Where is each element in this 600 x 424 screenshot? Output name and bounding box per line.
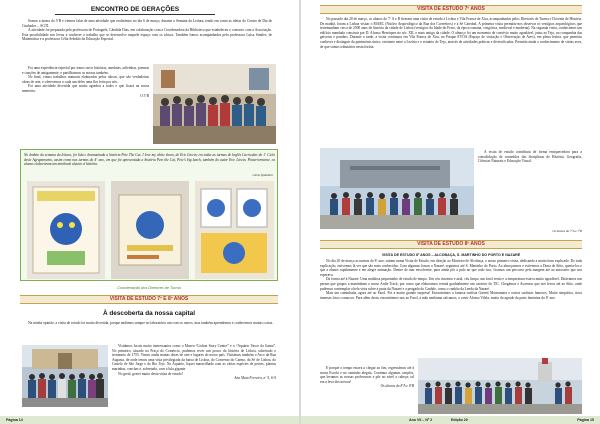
right-page <box>300 0 600 424</box>
right-footer <box>301 416 600 424</box>
box-text: No âmbito da semana da leitura, foi lida e dramatizada a história Pete The Cat, I love my white shoes, de Eric Litwin, em todas as turmas de Inglês Curricular do 1º Ciclo deste Agrupamento, assim como nas turmas do 4º ano, em que foi apresentada a história Pete the Cat, Pete's big lunch, também do autor Eric Litwin. Posteriormente, os alunos elaboraram um minibook alusivo à história. <box>24 153 275 167</box>
generations-text <box>22 66 149 98</box>
signature: Ana Maia Ferreira, nº 5, 6ºA <box>234 376 276 381</box>
left-footer <box>0 416 299 424</box>
study-visit-7-8-bar: VISITA DE ESTUDO 7º E 8º ANOS <box>20 295 278 304</box>
visit-7-signature: Os alunos do 7ºA e 7ºB <box>552 229 582 233</box>
paragraph: A atividade foi preparada pela professora de Português, Cândida Dias, em colaboração com a Coordenadora da Biblioteca que estabeleceu o contacto com a Associação. Esta possibilidade nos levou a conhecer o trabalho que se desenvolve naquele espaço com os idosos. Também fomos acompanhados pela professora Luísa Simões, de Matemática e a professora Célia Sebolão da Educação Especial. <box>22 28 272 42</box>
reading-week-box <box>20 149 278 281</box>
elderly-group-photo <box>153 64 276 144</box>
study-visit-7-bar: VISITA DE ESTUDO 7º ANOS <box>320 5 582 14</box>
page-number: Página 15 <box>577 418 594 422</box>
issue-year: Ano VII – Nº 2 <box>409 418 433 422</box>
visit-8-text-top <box>320 259 582 300</box>
visit-7-text-top <box>320 17 582 49</box>
intro-text <box>22 19 272 42</box>
capital-visit-intro <box>22 321 276 326</box>
box-signature: Carla Quintéiro <box>252 173 273 177</box>
visit-8-subtitle: VISITA DE ESTUDO 8º ANOS – ALCOBAÇA, S. MARTINHO DO PORTO E NAZARÉ <box>381 253 521 257</box>
paragraph: Da forma até à Nazaré. Uma maldosa pequeninho de estudo de tempo. Um céu cinzento e azul, céu limpo, um farol vento e a temperatura estava muito agradável. Ditávamos nas pernas que grupos a mantinham o nosso Ardie Track, por como que elaboramos retratá gradualmente um carácter do TIC. Chegámos e Ascensor que nos levou até ao Sítio, onde pudemos contemplar a bela vista sobre a praia da Nazaré e a peugada do Canhão, como o canhão da Lenda da Nazaré. <box>320 277 582 291</box>
paragraph: No dia 20 de março as turmas do 8º ano, saíram numa Visita de Estudo, em direção ao Mosteiro de Alcobaça, o nosso primeiro visita, dedicando a muito bom explicado. De toda explicação, estivemos lá ver que são mais conhecidas. Com algumas fomos a Nazaré, seguimos até S. Martinho do Porto. Ao almoçarmos e estivemos a Dona de Sítio, queria-los e que a alunos rapidamente e em alegre animação. Dentre de mar envolvente, para ainda pôr a pulo no que tudo isso, ficamos um percurso pela margem até ao autocarro que nos esperava. <box>320 259 582 277</box>
vila-franca-group-photo <box>320 148 474 229</box>
paragraph: No passado dia 20 de março, os alunos do 7º A e B fizeram uma visita de estudo a Lisboa e Vila Franca de Xira, acompanhados pelos Diretores de Turma e Docente de História. De manhã, foram a Lisboa visitar o MARC (Núcleo Arqueológico da Rua dos Correeiros) e a Sé Catedral. A primeira visita permitiu-nos observar os vestígios arqueológicos que testemunham cerca de 2500 anos de história da cidade de Lisboa (vestígios da Idade do Ferro, da época romana, visigótica, medieval e moderna). Na segunda visita, conhecemos um edifício mandado construir por D. Afonso Henriques no séc. XII, o mais antigo da cidade. O almoço foi um momento de convívio muito agradável, junto ao Tejo, na companhia das gaivotas e pombos. Durante a tarde, a visita continuou em Vila Franca de Xira, no Parque EVOA (Espaço de visitação e Observação de Aves), em plena lezíria, que permitiu conhecer e distinguir do património único, existente entre a Lezíria e o estuário do Tejo, através de atividades práticas e diversificadas. Permitiu ainda o conhecimento de várias aves, de que somos tributários nesta lezíria. <box>320 17 582 49</box>
visit-7-text-side <box>478 150 582 164</box>
capital-visit-title: À descoberta da nossa capital <box>103 310 195 317</box>
issue-edition: Edição 20 <box>451 418 468 422</box>
paragraph: A visita de estudo contribuiu de forma enriquecedora para a consolidação de conteúdos das disciplinas de História, Geografia, Ciências Naturais e Educação Visual. <box>478 150 582 164</box>
pete-cat-poster-photo <box>27 181 105 279</box>
paragraph: Somos a turma do 5ºB e viemos falar de uma atividade que realizámos no dia 6 de março, durante a Semana da Leitura, tendo em conta as ideias do Centro de Dia de Cunhados – AGTI. <box>22 19 272 28</box>
paragraph: No final, vimos trabalhos manuais elaborados pelos idosos, que são verdadeiras obras de arte, e oferecemos a cada um deles uma flor feita por nós. <box>22 75 149 84</box>
nazare-group-photo <box>418 358 582 414</box>
page-number: Página 14 <box>6 418 23 422</box>
paragraph: Mais um caminhada, agora até ao Farol. Foi a maior grande surpresa! Encontrámos a famosa surfista Garrett Macnamara e outros surfistas famosos. Muito simpático, tirou imensas fotos connosco. Para além desta, encontrámos-nos ao Farol, à mão nenhuma calcamos, o ouvir Alonso Vilela, muito do agrado da parte feminina do 8º ano. <box>320 291 582 300</box>
paragraph: E porque o tempo estava a chegar ao fim, regressámos até à nossa Escola e no caminho alegria. Continuo algumas canções, que levamos as nossas professoras e pôr no nível a cabeça; tal era a leva dos nossos! <box>320 366 414 384</box>
cat-drawings-photo <box>195 181 274 279</box>
paragraph: Foi uma atividade divertida que muito agradou a todos e que ficará na nossa memória. <box>22 84 149 93</box>
capital-visit-text <box>112 344 276 381</box>
paragraph: Foi uma experiência especial por irmos ouvir histórias, anedotas, adivinhas, poemas e canções de antigamente, e partilharmos as nossas também. <box>22 66 149 75</box>
visit-8-text-bottom <box>320 366 414 389</box>
left-page-title: ENCONTRO DE GERAÇÕES <box>55 6 215 15</box>
coordination-line: Coordenação dos Diretores de Turma <box>117 286 181 290</box>
paragraph: Na minha opinião, a visita de estudo foi muito divertida, porque andámos sempre no laboratório um com os outros, mas também aprendemos e conhecemos muitas coisas. <box>28 321 274 325</box>
minibook-photo <box>111 181 189 279</box>
paragraph: No geral, gostei muito desta visita de estudo! <box>118 371 183 376</box>
lisbon-group-photo <box>22 345 108 407</box>
signature: Os alunos do 8ºA e 8ºB <box>380 384 414 389</box>
signature: O 5ºB <box>140 93 149 98</box>
paragraph: Visitámos locais muito interessantes como o Museu “Lisbon Story Centre” e o “Aquário Vasco da Gama”. No primeiro, situado na Praça do Comércio, pudemos rever um pouco da história de Lisboa, sobretudo o terramoto de 1755. Vimos ainda muitas obras de arte e lugares do nosso país. Visitámos também o Arco da Rua Augusta, de onde temos uma vista privilegiada da baixa de Lisboa, do Convento do Carmo, da Sé de Lisboa, do Castelo de São Jorge e do Rio Tejo. No Aquário, fiquei maravilhado com as várias espécies de peixes, plantas marinhas, conchas e, sobretudo, com a lula gigante. <box>112 344 276 371</box>
study-visit-8-bar: VISITA DE ESTUDO 8º ANOS <box>320 240 582 249</box>
